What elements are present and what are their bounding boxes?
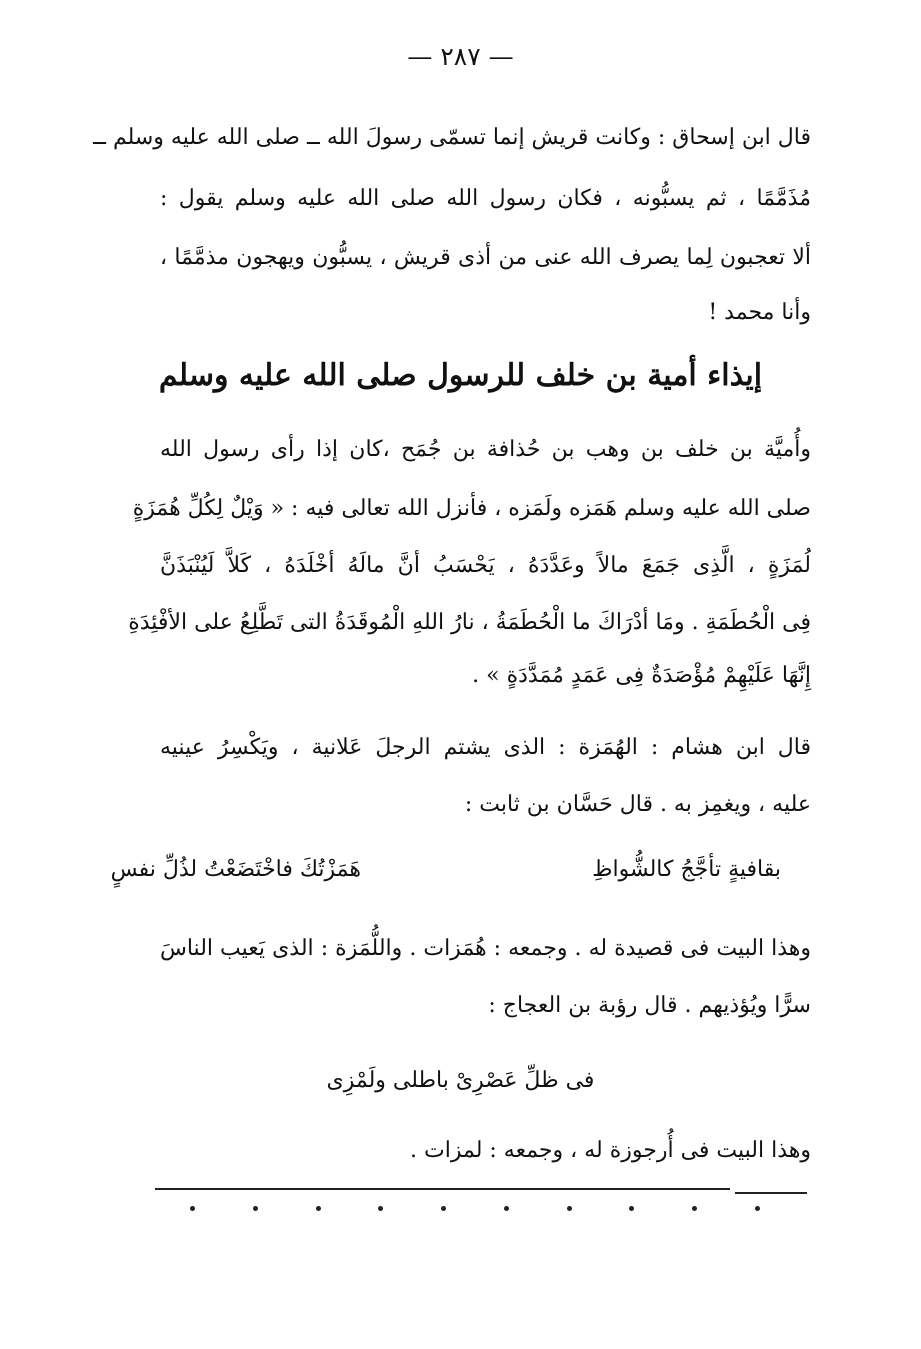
- separator-dot: [755, 1206, 760, 1211]
- separator-dot: [504, 1206, 509, 1211]
- separator-dot: [190, 1206, 195, 1211]
- section-body-line: فِى الْحُطَمَةِ . ومَا أدْرَاكَ ما الْحُطَمَةُ ، نارُ اللهِ الْمُوقَدَةُ التى تَطَّلِعُ على الأفْئِدَةِ: [128, 610, 811, 635]
- page-number: — ٢٨٧ —: [407, 42, 514, 71]
- commentary-line: عليه ، ويغمِز به . قال حَسَّان بن ثابت :: [464, 792, 811, 817]
- separator-rule: [155, 1188, 730, 1190]
- separator-dot: [253, 1206, 258, 1211]
- separator-dots: [190, 1206, 760, 1211]
- separator-dot: [629, 1206, 634, 1211]
- section-body-line: صلى الله عليه وسلم هَمَزه ولَمَزه ، فأنزل الله تعالى فيه : « وَيْلٌ لِكُلِّ هُمَزَةٍ: [132, 496, 811, 521]
- verse-first-hemistich: هَمَزْتُكَ فاخْتَضَعْتُ لذُلِّ نفسٍ: [110, 857, 361, 882]
- separator-rule-short: [735, 1192, 807, 1194]
- separator-dot: [567, 1206, 572, 1211]
- verse-rajaz: فى ظلِّ عَصْرِىْ باطلى ولَمْزِى: [326, 1068, 595, 1093]
- intro-line: وأنا محمد !: [708, 300, 811, 325]
- section-body-line: إِنَّهَا عَلَيْهِمْ مُؤْصَدَةٌ فِى عَمَدٍ مُمَدَّدَةٍ » .: [472, 663, 811, 688]
- intro-line: ألا تعجبون لِما يصرف الله عنى من أذى قريش ، يسبُّون ويهجون مذمَّمًا ،: [160, 245, 811, 270]
- verse-second-hemistich: بقافيةٍ تأجَّجُ كالشُّواظِ: [592, 857, 781, 882]
- commentary-line: قال ابن هشام : الهُمَزة : الذى يشتم الرجلَ عَلانية ، ويَكْسِرُ عينيه: [160, 735, 811, 760]
- section-body-line: لُمَزَةٍ ، الَّذِى جَمَعَ مالاً وعَدَّدَهُ ، يَحْسَبُ أنَّ مالَهُ أخْلَدَهُ ، كَلاَّ لَيُنْبَذَنَّ: [160, 553, 811, 578]
- section-body-line: وأُميَّة بن خلف بن وهب بن حُذافة بن جُمَح ،كان إذا رأى رسول الله: [160, 437, 811, 462]
- section-title: إيذاء أمية بن خلف للرسول صلى الله عليه وسلم: [158, 358, 763, 393]
- separator-dot: [692, 1206, 697, 1211]
- explanation-line: وهذا البيت فى قصيدة له . وجمعه : هُمَزات . واللُّمَزة : الذى يَعيب الناسَ: [160, 936, 811, 961]
- separator-dot: [316, 1206, 321, 1211]
- intro-line: مُذَمَّمًا ، ثم يسبُّونه ، فكان رسول الله صلى الله عليه وسلم يقول :: [160, 186, 811, 211]
- explanation-line: سرًّا ويُؤذيهم . قال رؤبة بن العجاج :: [488, 993, 811, 1018]
- closing-line: وهذا البيت فى أُرجوزة له ، وجمعه : لمزات .: [410, 1138, 811, 1163]
- separator-dot: [441, 1206, 446, 1211]
- intro-line: قال ابن إسحاق : وكانت قريش إنما تسمّى رسولَ الله ــ صلى الله عليه وسلم ــ: [93, 125, 811, 150]
- separator-dot: [378, 1206, 383, 1211]
